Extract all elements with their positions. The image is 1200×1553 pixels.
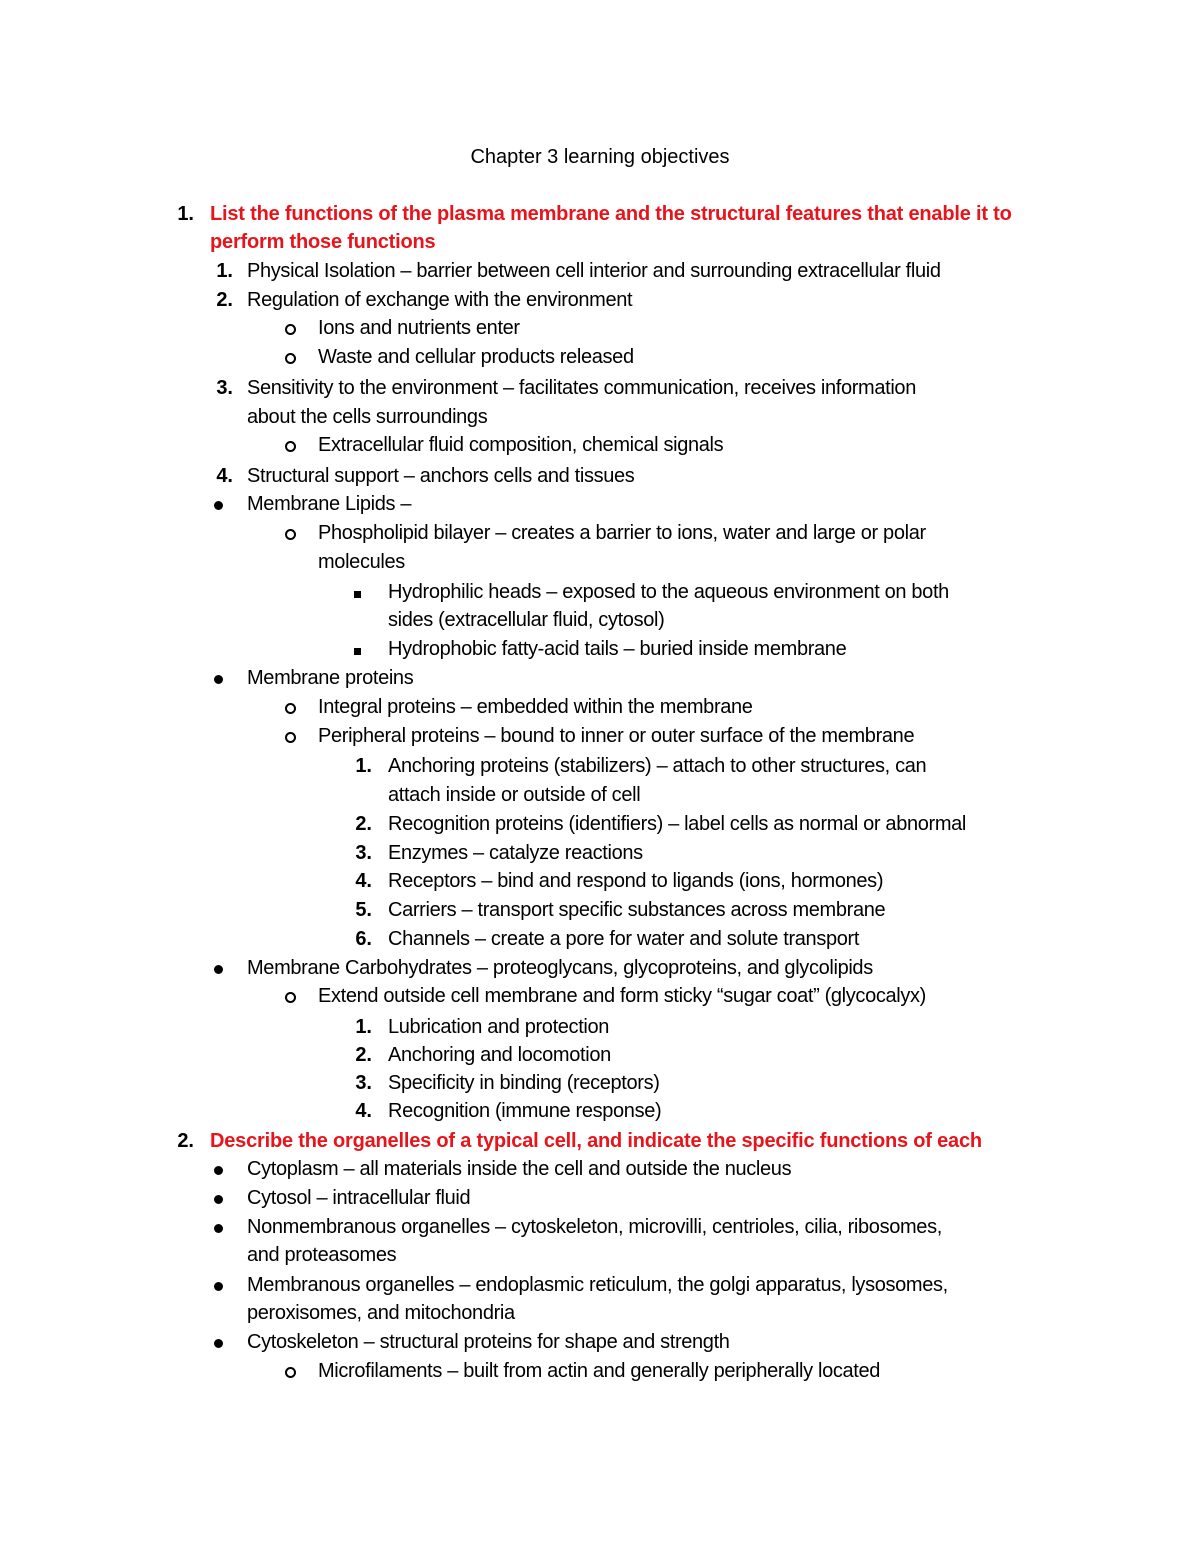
outline-text: Hydrophilic heads – exposed to the aqueous environment on both <box>388 581 949 603</box>
list-number: 1. <box>216 260 233 282</box>
objective-heading: List the functions of the plasma membrane and the structural features that enable it to <box>210 203 1012 225</box>
outline-text: Waste and cellular products released <box>318 346 634 368</box>
bullet-dot-icon <box>205 954 233 983</box>
outline-text: Ions and nutrients enter <box>318 317 520 339</box>
outline-text: Channels – create a pore for water and solute transport <box>388 928 860 950</box>
outline-text: Sensitivity to the environment – facilitates communication, receives information <box>247 377 916 399</box>
outline-text: Microfilaments – built from actin and generally peripherally located <box>318 1360 881 1382</box>
bullet-dot-icon <box>205 1328 233 1357</box>
outline-text: peroxisomes, and mitochondria <box>247 1302 515 1324</box>
bullet-dot-icon <box>205 1184 233 1213</box>
bullet-dot-icon <box>205 1213 233 1242</box>
outline-text: Extracellular fluid composition, chemical signals <box>318 434 724 456</box>
outline-text: Cytoplasm – all materials inside the cell and outside the nucleus <box>247 1158 792 1180</box>
outline-text: Integral proteins – embedded within the membrane <box>318 696 753 718</box>
outline-text: Carriers – transport specific substances across membrane <box>388 899 886 921</box>
bullet-dot-icon <box>205 664 233 693</box>
objective-heading: perform those functions <box>210 231 436 253</box>
list-number: 2. <box>177 1130 194 1152</box>
outline-text: Specificity in binding (receptors) <box>388 1072 660 1094</box>
outline-text: Membranous organelles – endoplasmic reticulum, the golgi apparatus, lysosomes, <box>247 1274 948 1296</box>
list-number: 1. <box>177 203 194 225</box>
bullet-square-icon <box>346 635 372 664</box>
list-number: 1. <box>355 1016 372 1038</box>
outline-text: Physical Isolation – barrier between cell interior and surrounding extracellular fluid <box>247 260 941 282</box>
list-number: 4. <box>216 465 233 487</box>
list-number: 6. <box>355 928 372 950</box>
bullet-circle-icon <box>280 1357 300 1387</box>
bullet-dot-icon <box>205 1155 233 1184</box>
bullet-circle-icon <box>280 314 300 344</box>
outline-text: about the cells surroundings <box>247 406 488 428</box>
outline-text: Structural support – anchors cells and tissues <box>247 465 635 487</box>
outline-text: Recognition proteins (identifiers) – label cells as normal or abnormal <box>388 813 967 835</box>
list-number: 2. <box>355 1044 372 1066</box>
outline-text: Cytosol – intracellular fluid <box>247 1187 471 1209</box>
outline-text: Extend outside cell membrane and form sticky “sugar coat” (glycocalyx) <box>318 985 926 1007</box>
bullet-circle-icon <box>280 519 300 549</box>
outline-text: Hydrophobic fatty-acid tails – buried inside membrane <box>388 638 847 660</box>
list-number: 3. <box>355 1072 372 1094</box>
list-number: 5. <box>355 899 372 921</box>
outline-text: Recognition (immune response) <box>388 1100 662 1122</box>
list-number: 4. <box>355 1100 372 1122</box>
outline-text: sides (extracellular fluid, cytosol) <box>388 609 665 631</box>
list-number: 3. <box>216 377 233 399</box>
outline-text: Anchoring proteins (stabilizers) – attach to other structures, can <box>388 755 927 777</box>
outline-text: Regulation of exchange with the environment <box>247 289 633 311</box>
document-title: Chapter 3 learning objectives <box>470 146 730 168</box>
bullet-circle-icon <box>280 693 300 723</box>
outline-text: Anchoring and locomotion <box>388 1044 611 1066</box>
bullet-circle-icon <box>280 343 300 373</box>
objective-heading: Describe the organelles of a typical cell, and indicate the specific functions of each <box>210 1130 982 1152</box>
outline-text: Membrane Lipids – <box>247 493 412 515</box>
bullet-dot-icon <box>205 490 233 519</box>
bullet-circle-icon <box>280 982 300 1012</box>
outline-text: Membrane proteins <box>247 667 414 689</box>
outline-text: Enzymes – catalyze reactions <box>388 842 643 864</box>
bullet-square-icon <box>346 578 372 607</box>
list-number: 2. <box>216 289 233 311</box>
outline-text: Peripheral proteins – bound to inner or outer surface of the membrane <box>318 725 915 747</box>
outline-text: molecules <box>318 551 405 573</box>
outline-text: Receptors – bind and respond to ligands (ions, hormones) <box>388 870 884 892</box>
bullet-dot-icon <box>205 1271 233 1300</box>
outline-text: Cytoskeleton – structural proteins for shape and strength <box>247 1331 730 1353</box>
outline-text: Membrane Carbohydrates – proteoglycans, glycoproteins, and glycolipids <box>247 957 873 979</box>
outline-text: Lubrication and protection <box>388 1016 610 1038</box>
bullet-circle-icon <box>280 722 300 752</box>
outline-text: and proteasomes <box>247 1244 397 1266</box>
list-number: 4. <box>355 870 372 892</box>
outline-text: Nonmembranous organelles – cytoskeleton, microvilli, centrioles, cilia, ribosomes, <box>247 1216 942 1238</box>
outline-text: Phospholipid bilayer – creates a barrier to ions, water and large or polar <box>318 522 926 544</box>
list-number: 3. <box>355 842 372 864</box>
list-number: 2. <box>355 813 372 835</box>
list-number: 1. <box>355 755 372 777</box>
bullet-circle-icon <box>280 431 300 461</box>
outline-text: attach inside or outside of cell <box>388 784 641 806</box>
